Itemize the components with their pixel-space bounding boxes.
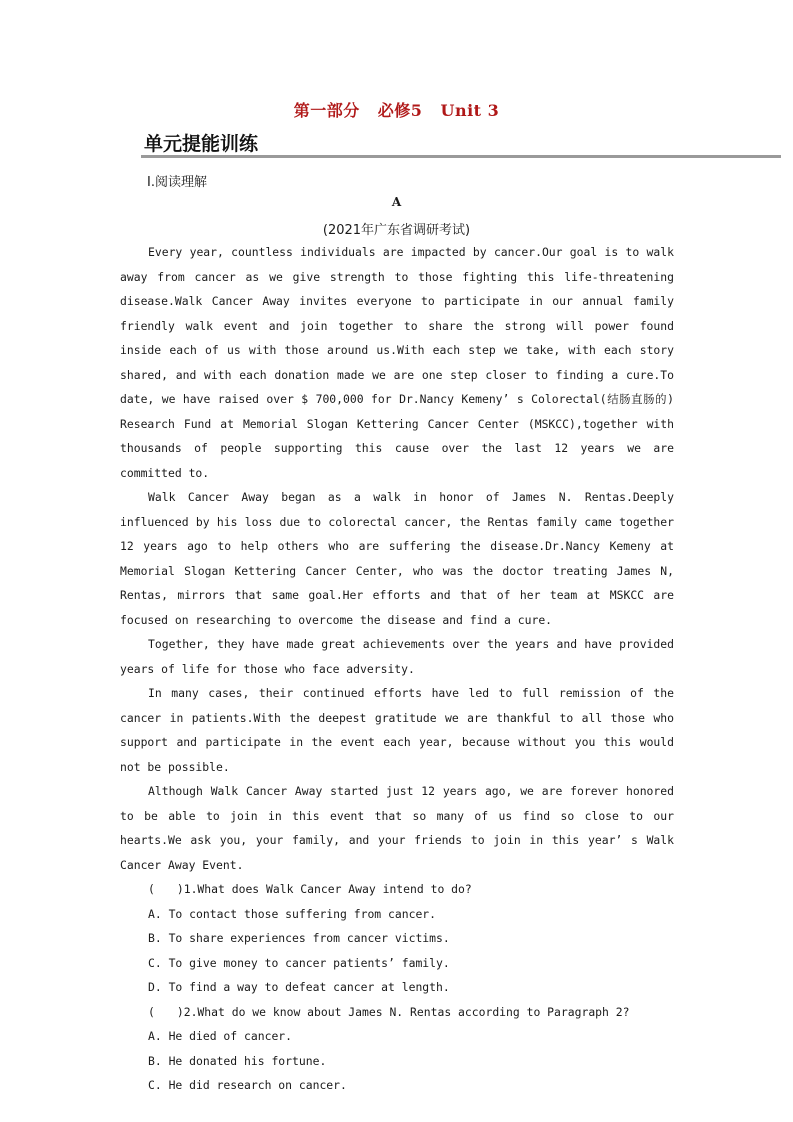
question-2-option-c: C. He did research on cancer. [148, 1078, 347, 1092]
section-heading: 单元提能训练 [144, 133, 259, 155]
paragraph-5: Although Walk Cancer Away started just 12 years ago, we are forever honored to be able to join in this event that so many of us find so close to our hearts.We ask you, your family, and your friends to join in this year’ s Walk Cancer Away Event. [120, 784, 674, 872]
question-text: 2.What do we know about James N. Rentas according to Paragraph 2? [183, 1004, 630, 1019]
passage-letter: A [391, 195, 402, 209]
question-text: 1.What does Walk Cancer Away intend to do? [183, 882, 472, 896]
question-1-option-b: B. To share experiences from cancer victims. [148, 931, 450, 945]
title-part: 第一部分 [293, 101, 360, 120]
answer-bracket-open: ( [148, 1004, 155, 1019]
paragraph-4: In many cases, their continued efforts have led to full remission of the cancer in patients.With the deepest gratitude we are thankful to all those who support and participate in the event each year, because without you this would not be possible. [120, 686, 674, 774]
part-label: Ⅰ.阅读理解 [147, 175, 207, 190]
paragraph-3: Together, they have made great achievements over the years and have provided years of life for those who face adversity. [120, 637, 674, 676]
answer-bracket-close: ) [176, 882, 184, 896]
title-unit: Unit 3 [440, 101, 500, 120]
paragraph-2: Walk Cancer Away began as a walk in honor of James N. Rentas.Deeply influenced by his loss due to colorectal cancer, the Rentas family came together 12 years ago to help others who are suffering the disease.Dr.Nancy Kemeny at Memorial Slogan Kettering Cancer Center, who was the doctor treating James N, Rentas, mirrors that same goal.Her efforts and that of her team at MSKCC are focused on researching to overcome the disease and find a cure. [120, 490, 674, 627]
question-2-option-b: B. He donated his fortune. [148, 1053, 327, 1068]
question-1-option-a: A. To contact those suffering from cancer. [148, 906, 437, 921]
paragraph-1: Every year, countless individuals are impacted by cancer.Our goal is to walk away from cancer as we give strength to those fighting this life-threatening disease.Walk Cancer Away invites everyone to participate in our annual family friendly walk event and join together to share the strong will power found inside each of us with those around us.With each step we take, with each story shared, and with each donation made we are one step closer to finding a cure.To date, we have raised over $ 700,000 for Dr.Nancy Kemeny’ s Colorectal(结肠直肠的) Research Fund at Memorial Slogan Kettering Cancer Center (MSKCC),together with thousands of people supporting this cause over the last 12 years we are committed to. [120, 245, 674, 480]
passage-body [120, 240, 674, 1098]
question-1-option-c: C. To give money to cancer patients’ family. [148, 955, 450, 970]
title-book: 必修5 [377, 101, 423, 120]
heading-divider [141, 155, 781, 158]
answer-bracket-open: ( [148, 882, 155, 896]
passage-source: (2021年广东省调研考试) [322, 223, 471, 238]
page-title [0, 98, 793, 121]
question-1-option-d: D. To find a way to defeat cancer at length. [148, 980, 450, 994]
answer-bracket-close: ) [176, 1004, 184, 1019]
question-2-stem [120, 1000, 674, 1025]
question-2-option-a: A. He died of cancer. [148, 1029, 293, 1043]
question-1-stem [120, 877, 674, 902]
